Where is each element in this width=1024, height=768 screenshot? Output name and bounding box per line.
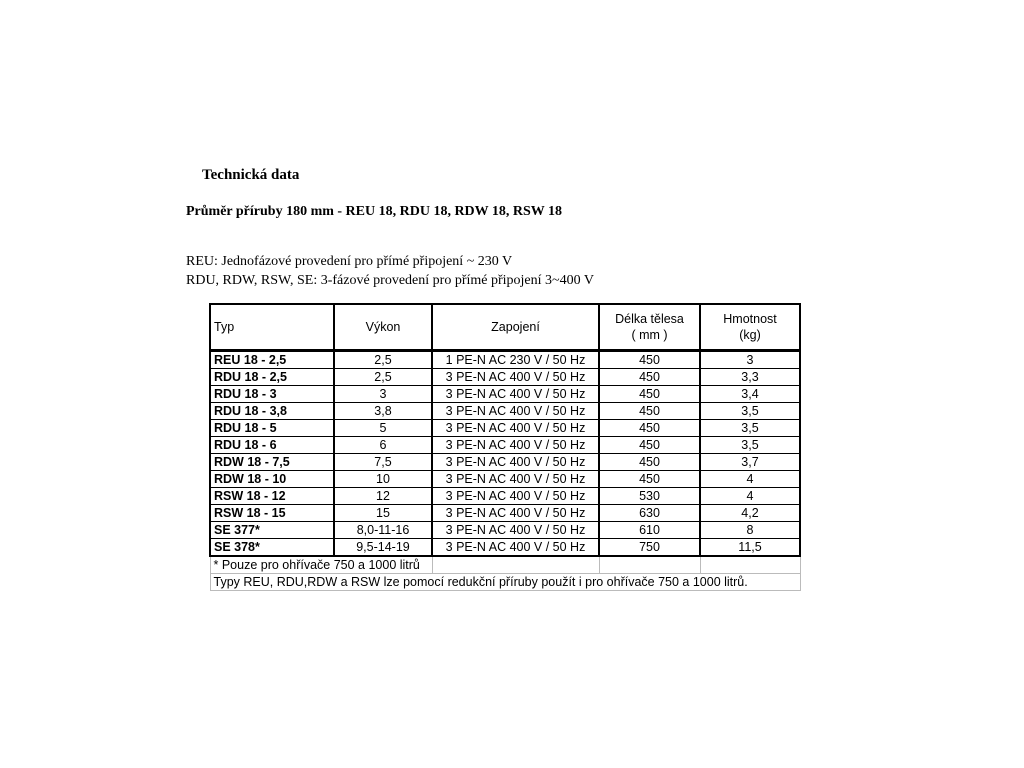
table-header-row xyxy=(210,304,800,351)
cell-typ: RDU 18 - 6 xyxy=(210,437,334,454)
header-hmotnost xyxy=(700,304,800,351)
cell-typ: REU 18 - 2,5 xyxy=(210,351,334,369)
table-row xyxy=(210,403,800,420)
cell-zapojeni: 3 PE-N AC 400 V / 50 Hz xyxy=(432,539,599,557)
cell-vykon: 7,5 xyxy=(334,454,432,471)
cell-typ: RSW 18 - 12 xyxy=(210,488,334,505)
cell-zapojeni: 3 PE-N AC 400 V / 50 Hz xyxy=(432,522,599,539)
cell-vykon: 3,8 xyxy=(334,403,432,420)
cell-hmotnost: 4,2 xyxy=(700,505,800,522)
cell-hmotnost: 3,5 xyxy=(700,403,800,420)
cell-typ: RDU 18 - 3 xyxy=(210,386,334,403)
cell-vykon: 2,5 xyxy=(334,369,432,386)
table-row xyxy=(210,420,800,437)
cell-typ: RDW 18 - 7,5 xyxy=(210,454,334,471)
cell-zapojeni: 3 PE-N AC 400 V / 50 Hz xyxy=(432,488,599,505)
cell-hmotnost: 3,5 xyxy=(700,420,800,437)
header-zapojeni: Zapojení xyxy=(432,304,599,351)
note: Typy REU, RDU,RDW a RSW lze pomocí redukční příruby použít i pro ohřívače 750 a 1000 litrů. xyxy=(210,574,800,591)
footnote-row xyxy=(210,556,800,574)
header-hmotnost-line2: (kg) xyxy=(739,328,761,342)
header-typ: Typ xyxy=(210,304,334,351)
cell-hmotnost: 3,3 xyxy=(700,369,800,386)
cell-delka: 530 xyxy=(599,488,700,505)
cell-typ: RDU 18 - 5 xyxy=(210,420,334,437)
cell-zapojeni: 3 PE-N AC 400 V / 50 Hz xyxy=(432,471,599,488)
cell-delka: 450 xyxy=(599,351,700,369)
spec-table xyxy=(209,303,801,591)
cell-zapojeni: 3 PE-N AC 400 V / 50 Hz xyxy=(432,386,599,403)
cell-zapojeni: 3 PE-N AC 400 V / 50 Hz xyxy=(432,403,599,420)
cell-delka: 750 xyxy=(599,539,700,557)
cell-hmotnost: 4 xyxy=(700,471,800,488)
cell-vykon: 6 xyxy=(334,437,432,454)
cell-typ: RDU 18 - 2,5 xyxy=(210,369,334,386)
cell-delka: 630 xyxy=(599,505,700,522)
table-row xyxy=(210,386,800,403)
cell-hmotnost: 3,5 xyxy=(700,437,800,454)
cell-vykon: 3 xyxy=(334,386,432,403)
table-row xyxy=(210,454,800,471)
cell-zapojeni: 1 PE-N AC 230 V / 50 Hz xyxy=(432,351,599,369)
table-row xyxy=(210,505,800,522)
cell-hmotnost: 11,5 xyxy=(700,539,800,557)
cell-delka: 450 xyxy=(599,454,700,471)
header-delka-line1: Délka tělesa xyxy=(615,312,684,326)
header-vykon: Výkon xyxy=(334,304,432,351)
cell-zapojeni: 3 PE-N AC 400 V / 50 Hz xyxy=(432,505,599,522)
cell-vykon: 9,5-14-19 xyxy=(334,539,432,557)
cell-zapojeni: 3 PE-N AC 400 V / 50 Hz xyxy=(432,454,599,471)
cell-hmotnost: 3,7 xyxy=(700,454,800,471)
table-row xyxy=(210,522,800,539)
cell-delka: 450 xyxy=(599,403,700,420)
cell-vykon: 12 xyxy=(334,488,432,505)
description-reu: REU: Jednofázové provedení pro přímé připojení ~ 230 V xyxy=(186,254,513,269)
cell-delka: 450 xyxy=(599,386,700,403)
table-row xyxy=(210,488,800,505)
footnote-empty xyxy=(432,556,599,574)
header-delka xyxy=(599,304,700,351)
cell-vykon: 2,5 xyxy=(334,351,432,369)
subtitle: Průměr příruby 180 mm - REU 18, RDU 18, RDW 18, RSW 18 xyxy=(186,204,563,219)
note-row xyxy=(210,574,800,591)
cell-typ: RDW 18 - 10 xyxy=(210,471,334,488)
header-hmotnost-line1: Hmotnost xyxy=(723,312,777,326)
table-row xyxy=(210,471,800,488)
cell-vykon: 10 xyxy=(334,471,432,488)
cell-vykon: 8,0-11-16 xyxy=(334,522,432,539)
cell-delka: 450 xyxy=(599,369,700,386)
cell-hmotnost: 3,4 xyxy=(700,386,800,403)
cell-typ: RDU 18 - 3,8 xyxy=(210,403,334,420)
cell-zapojeni: 3 PE-N AC 400 V / 50 Hz xyxy=(432,437,599,454)
footnote-empty xyxy=(700,556,800,574)
footnote: * Pouze pro ohřívače 750 a 1000 litrů xyxy=(210,556,432,574)
cell-delka: 450 xyxy=(599,471,700,488)
cell-typ: RSW 18 - 15 xyxy=(210,505,334,522)
cell-hmotnost: 4 xyxy=(700,488,800,505)
cell-delka: 610 xyxy=(599,522,700,539)
page-title: Technická data xyxy=(202,167,300,183)
cell-hmotnost: 3 xyxy=(700,351,800,369)
table-row xyxy=(210,539,800,557)
footnote-empty xyxy=(599,556,700,574)
cell-hmotnost: 8 xyxy=(700,522,800,539)
cell-delka: 450 xyxy=(599,420,700,437)
cell-vykon: 15 xyxy=(334,505,432,522)
table-row xyxy=(210,437,800,454)
cell-vykon: 5 xyxy=(334,420,432,437)
header-delka-line2: ( mm ) xyxy=(631,328,668,342)
cell-typ: SE 378* xyxy=(210,539,334,557)
cell-zapojeni: 3 PE-N AC 400 V / 50 Hz xyxy=(432,420,599,437)
cell-delka: 450 xyxy=(599,437,700,454)
cell-typ: SE 377* xyxy=(210,522,334,539)
description-3phase: RDU, RDW, RSW, SE: 3-fázové provedení pro přímé připojení 3~400 V xyxy=(186,273,594,288)
table-row xyxy=(210,351,800,369)
table-row xyxy=(210,369,800,386)
cell-zapojeni: 3 PE-N AC 400 V / 50 Hz xyxy=(432,369,599,386)
